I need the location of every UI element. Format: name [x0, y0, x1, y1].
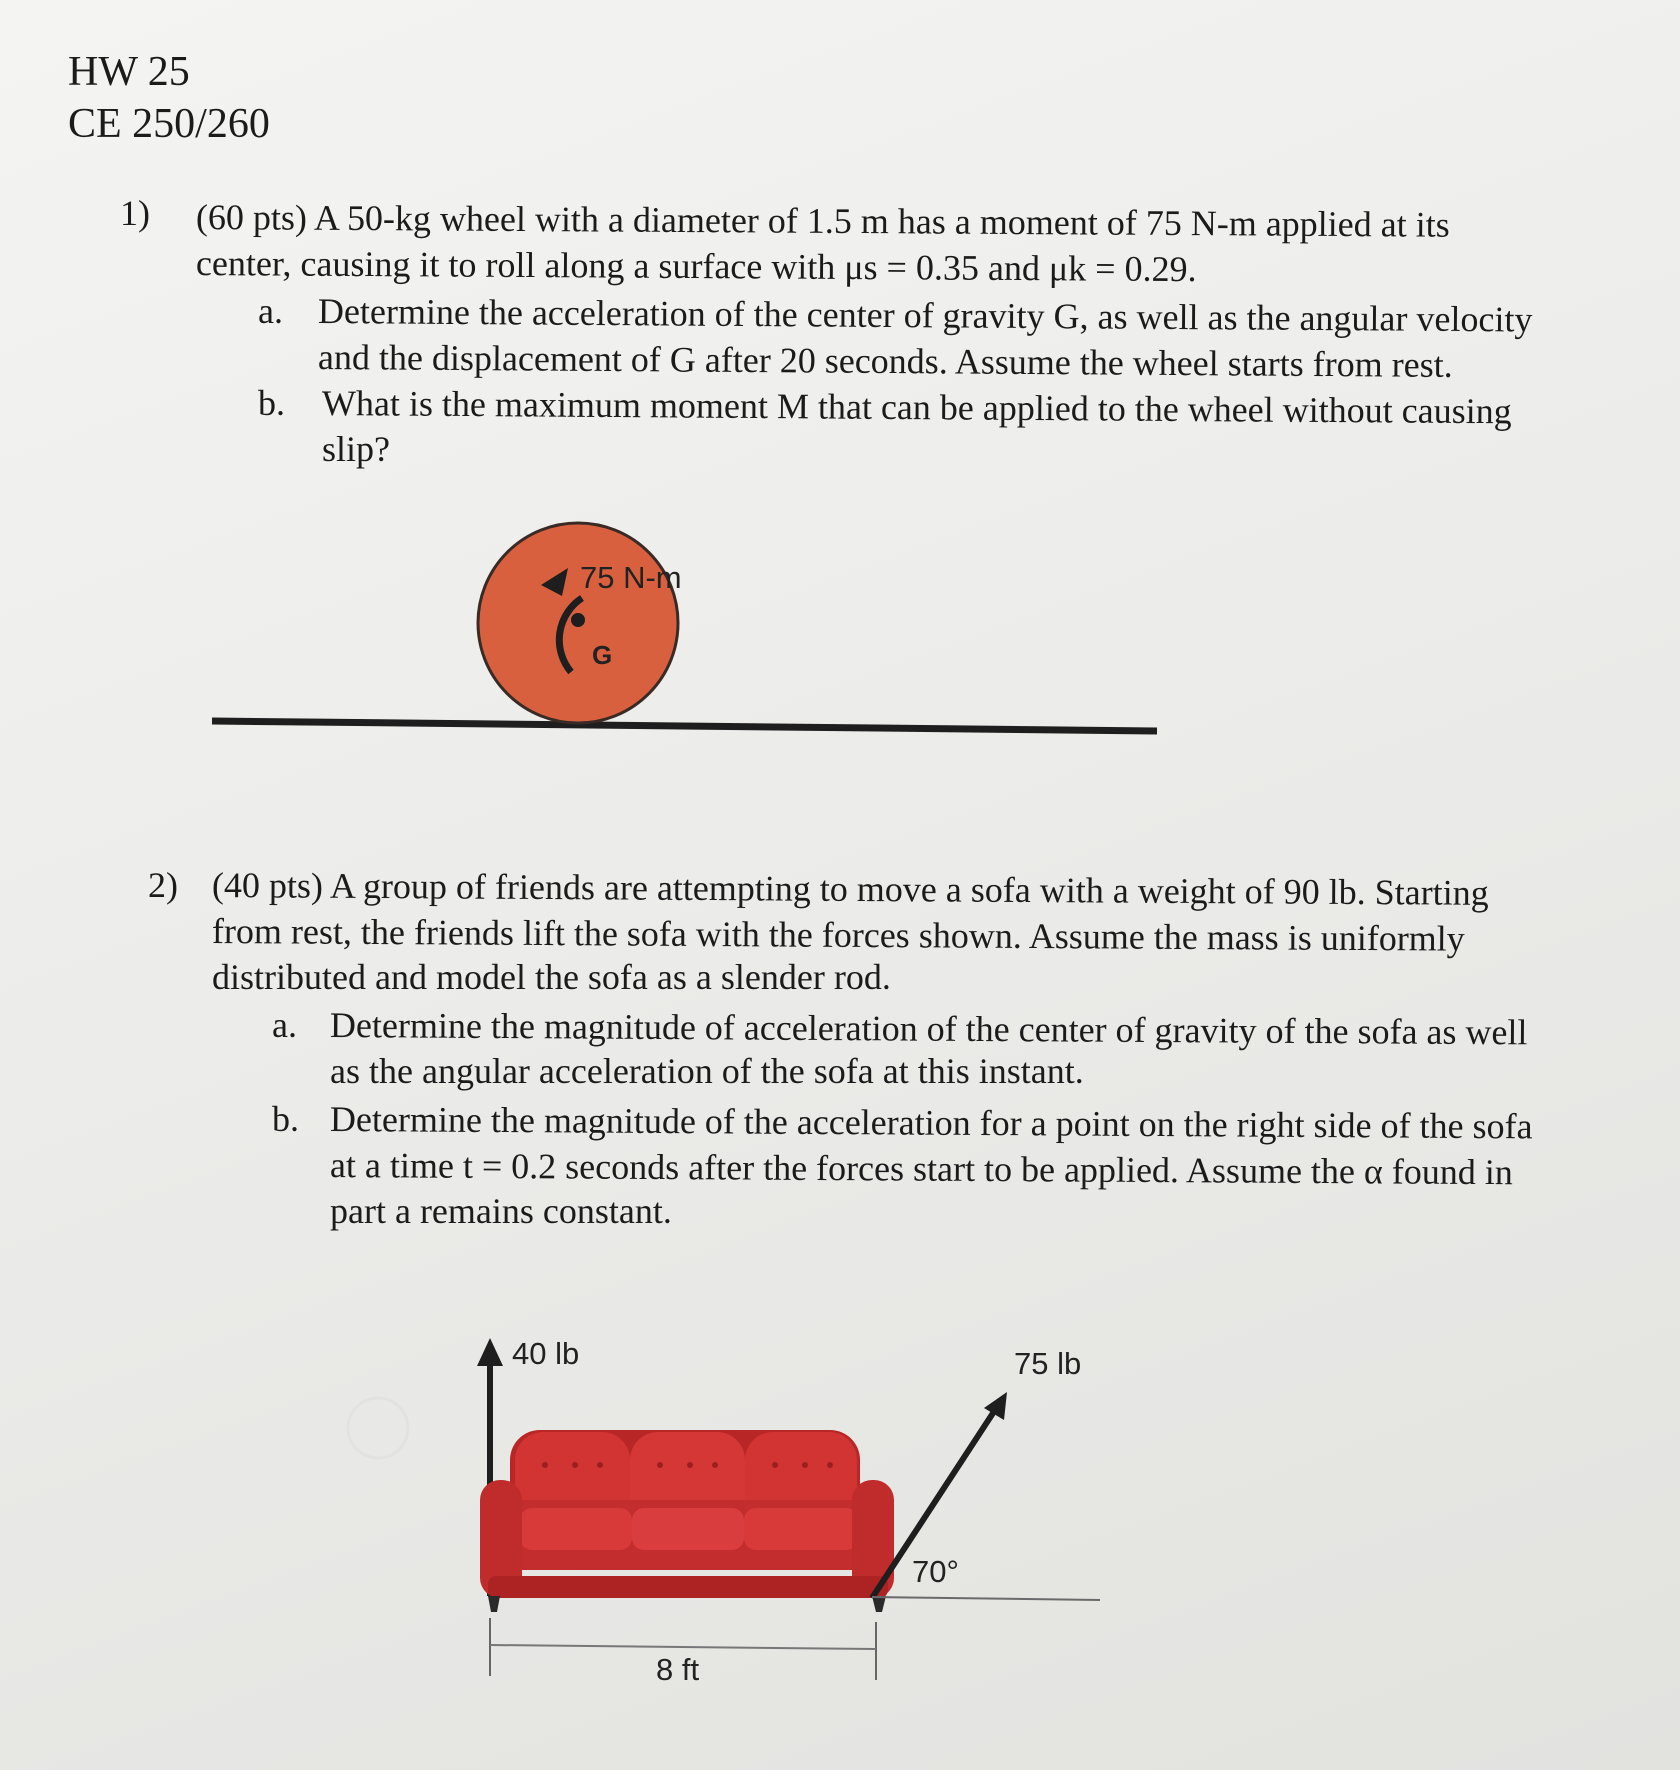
problem-1b-line-2: slip?: [322, 429, 390, 469]
problem-2-number: 2): [148, 865, 178, 905]
sofa-icon: [480, 1430, 894, 1612]
problem-1a-line-1: Determine the acceleration of the center of gravity G, as well as the angular velocity: [317, 291, 1533, 340]
homework-number: HW 25: [68, 49, 190, 95]
problem-2b-line-1: Determine the magnitude of the acceleration for a point on the right side of the sofa: [329, 1099, 1533, 1147]
right-force-arrowhead-icon: [984, 1392, 1007, 1420]
center-label: G: [592, 640, 613, 670]
problem-2-line-3: distributed and model the sofa as a slender rod.: [212, 957, 891, 997]
right-force-label: 75 lb: [1014, 1346, 1082, 1381]
problem-1a-letter: a.: [258, 291, 283, 331]
course-code: CE 250/260: [68, 101, 270, 147]
problem-2a-line-2: as the angular acceleration of the sofa at this instant.: [330, 1051, 1084, 1091]
problem-2b-letter: b.: [272, 1099, 299, 1139]
problem-2b-line-2: at a time t = 0.2 seconds after the forces start to be applied. Assume the α found in: [329, 1145, 1513, 1193]
problem-2-line-2: from rest, the friends lift the sofa with the forces shown. Assume the mass is uniformly: [211, 911, 1465, 959]
problem-1-line-1: (60 pts) A 50-kg wheel with a diameter of 1.5 m has a moment of 75 N-m applied at its: [195, 197, 1450, 245]
left-force-label: 40 lb: [512, 1336, 580, 1371]
problem-1a-line-2: and the displacement of G after 20 seconds. Assume the wheel starts from rest.: [317, 337, 1453, 385]
dimension-line: [490, 1645, 876, 1649]
problem-2a-line-1: Determine the magnitude of acceleration of the center of gravity of the sofa as well: [329, 1005, 1528, 1053]
problem-1b-line-1: What is the maximum moment M that can be applied to the wheel without causing: [321, 383, 1512, 432]
angle-reference-line: [872, 1597, 1100, 1600]
problem-2-line-1: (40 pts) A group of friends are attempting to move a sofa with a weight of 90 lb. Starting: [211, 865, 1489, 913]
pencil-mark: [348, 1398, 408, 1458]
problem-1b-letter: b.: [258, 383, 285, 423]
moment-label: 75 N-m: [580, 560, 682, 595]
problem-1-line-2: center, causing it to roll along a surface with μs = 0.35 and μk = 0.29.: [195, 243, 1197, 290]
length-label: 8 ft: [656, 1652, 700, 1687]
angle-label: 70°: [912, 1554, 959, 1589]
problem-1-number: 1): [120, 193, 150, 233]
left-force-arrowhead-icon: [477, 1338, 503, 1366]
problem-2b-line-3: part a remains constant.: [330, 1191, 672, 1231]
problem-2a-letter: a.: [272, 1005, 297, 1045]
